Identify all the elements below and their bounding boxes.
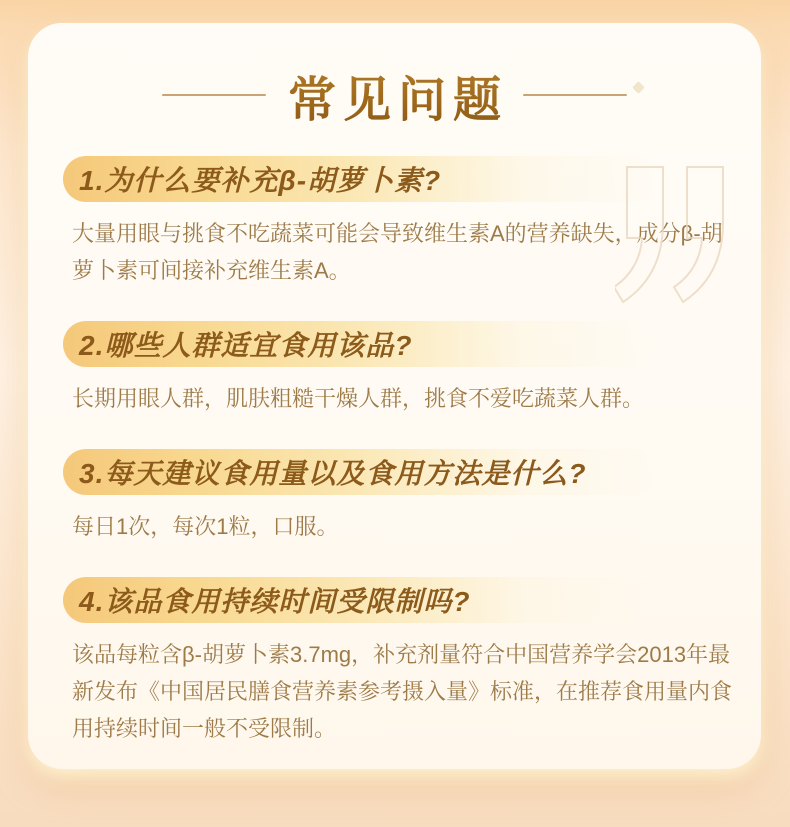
sparkle-icon bbox=[632, 81, 645, 94]
faq-item-4 bbox=[63, 577, 733, 747]
question-text: 4.该品食用持续时间受限制吗? bbox=[79, 586, 471, 617]
question-text: 2.哪些人群适宜食用该品? bbox=[79, 330, 413, 361]
answer-text: 大量用眼与挑食不吃蔬菜可能会导致维生素A的营养缺失，成分β-胡萝卜素可间接补充维生素A。 bbox=[72, 221, 723, 283]
page-title: 常见问题 bbox=[281, 61, 508, 130]
question-pill bbox=[63, 156, 657, 202]
answer-text: 该品每粒含β-胡萝卜素3.7mg，补充剂量符合中国营养学会2013年最新发布《中国居民膳食营养素参考摄入量》标准，在推荐食用量内食用持续时间一般不受限制。 bbox=[72, 642, 733, 741]
answer-text: 长期用眼人群，肌肤粗糙干燥人群，挑食不爱吃蔬菜人群。 bbox=[72, 386, 645, 411]
question-pill bbox=[63, 321, 657, 367]
question-pill bbox=[63, 577, 657, 623]
faq-card bbox=[28, 23, 761, 769]
faq-item-2 bbox=[63, 321, 726, 417]
question-pill bbox=[63, 449, 657, 495]
question-text: 3.每天建议食用量以及食用方法是什么? bbox=[79, 458, 587, 489]
question-text: 1.为什么要补充β-胡萝卜素? bbox=[79, 165, 442, 196]
faq-item-3 bbox=[63, 449, 726, 545]
title-right-rule bbox=[523, 94, 627, 96]
answer-text: 每日1次，每次1粒，口服。 bbox=[72, 514, 339, 539]
faq-item-1 bbox=[63, 156, 726, 289]
title-left-rule bbox=[162, 94, 266, 96]
page-title-row bbox=[63, 23, 726, 125]
